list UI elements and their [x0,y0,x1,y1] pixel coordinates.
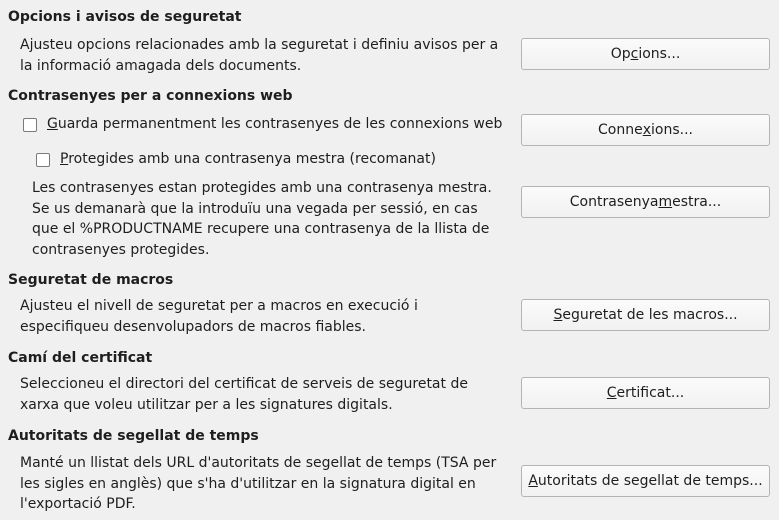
master-password-label[interactable] [60,151,436,167]
macro-security-button[interactable] [521,299,770,331]
tsa-heading: Autoritats de segellat de temps [8,428,259,444]
description-line: Manté un llistat dels URL d'autoritats de segellat de temps (TSA per [20,455,497,471]
macro-security-description [20,296,418,337]
description-line: Les contrasenyes estan protegides amb una contrasenya mestra. [32,180,492,196]
label-mnemonic: G [47,116,58,132]
description-line: les sigles en anglès) que s'ha d'utilitzar en la signatura digital en [20,475,476,492]
master-password-button[interactable] [521,186,770,218]
tsa-description [20,453,496,515]
connections-button[interactable] [521,114,770,146]
label-text: rotegides amb una contrasenya mestra (recomanat) [68,151,436,167]
description-line: la informació amagada dels documents. [20,57,302,74]
label-text: uarda permanentment les contrasenyes de les connexions web [57,116,503,132]
security-options-description [20,35,498,76]
button-label-pre: Op [610,46,631,62]
tsa-button[interactable] [521,465,770,497]
button-label-post: ions... [638,46,681,62]
persist-passwords-label[interactable] [47,116,502,132]
description-line: l'exportació PDF. [20,496,136,512]
button-label-post: ions... [651,122,693,138]
button-label-pre: Contrasenya [569,194,659,210]
description-line: contrasenyes protegides. [32,241,210,258]
description-line: especifiqueu desenvolupadors de macros fiables. [20,318,366,335]
master-password-description [32,178,492,260]
button-label-mnemonic: m [658,194,673,210]
certificate-path-heading: Camí del certificat [8,350,153,366]
certificate-path-description [20,374,468,415]
button-label-post: utoritats de segellat de temps... [537,473,763,489]
button-label-pre: Conne [598,122,643,138]
security-options-heading: Opcions i avisos de seguretat [8,9,242,25]
button-label-mnemonic: x [642,122,651,138]
button-label-post: eguretat de les macros... [562,307,738,323]
button-label-mnemonic: A [528,473,538,489]
description-line: Se us demanarà que la introduïu una vegada per sessió, en cas [32,200,478,217]
description-line: Ajusteu el nivell de seguretat per a macros en execució i [20,298,418,314]
certificate-button[interactable] [521,377,770,409]
master-password-checkbox[interactable] [36,153,50,167]
description-line: Ajusteu opcions relacionades amb la seguretat i definiu avisos per a [20,37,499,53]
description-line: Seleccioneu el directori del certificat de serveis de seguretat de [20,376,468,392]
button-label-mnemonic: S [553,307,563,323]
description-line: xarxa que voleu utilitzar per a les signatures digitals. [20,396,393,413]
button-label-post: estra... [672,194,722,210]
web-passwords-heading: Contrasenyes per a connexions web [8,88,293,104]
label-mnemonic: P [60,151,69,167]
button-label-mnemonic: c [630,46,639,62]
security-options-button[interactable] [521,38,770,70]
description-line: que el %PRODUCTNAME recupere una contrasenya de la llista de [32,221,490,237]
button-label-mnemonic: C [606,385,617,401]
button-label-post: ertificat... [616,385,685,401]
macro-security-heading: Seguretat de macros [8,272,174,288]
persist-passwords-checkbox[interactable] [23,118,37,132]
